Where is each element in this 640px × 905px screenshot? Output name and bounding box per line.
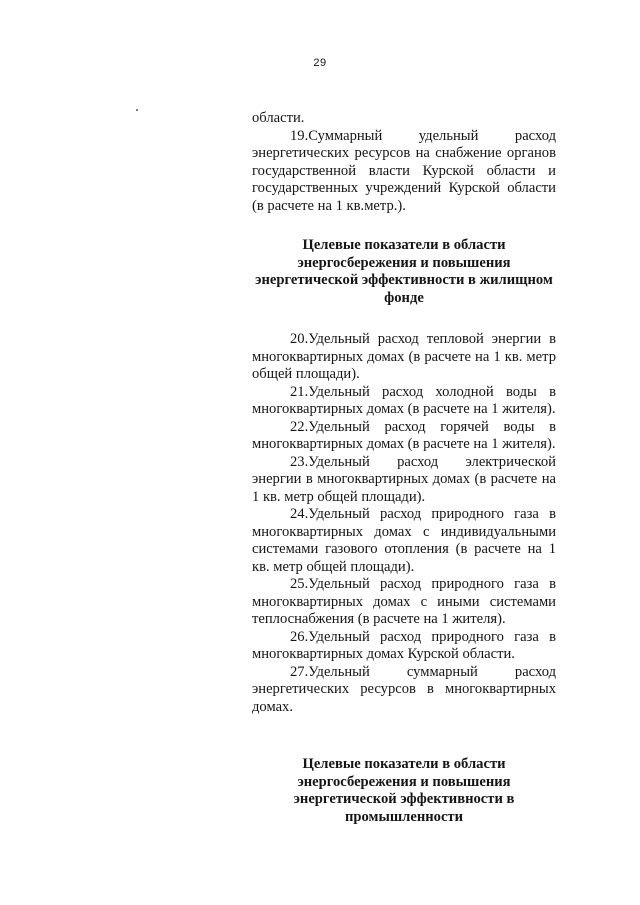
scan-speck [136,109,138,111]
page-number: 29 [313,57,327,69]
item-20-paragraph: 20.Удельный расход тепловой энергии в многоквартирных домах (в расчете на 1 кв. метр общей площади). [252,331,556,382]
item-22-paragraph: 22.Удельный расход горячей воды в многоквартирных домах (в расчете на 1 жителя). [252,418,556,452]
item-21-paragraph: 21.Удельный расход холодной воды в многоквартирных домах (в расчете на 1 жителя). [252,383,556,417]
section-heading-industry: Целевые показатели в области энергосбережения и повышения энергетической эффективности в промышленности [293,756,515,825]
item-19-paragraph: 19.Суммарный удельный расход энергетических ресурсов на снабжение органов государственной власти Курской области и государственных учреждений Курской области (в расчете на 1 кв.метр.). [252,127,556,214]
intro-tail-paragraph: области. [252,110,305,126]
section-heading-housing: Целевые показатели в области энергосбережения и повышения энергетической эффективности в жилищном фонде [255,237,553,306]
item-23-paragraph: 23.Удельный расход электрической энергии в многоквартирных домах (в расчете на 1 кв. метр общей площади). [252,453,556,505]
document-body [252,110,556,826]
item-26-paragraph: 26.Удельный расход природного газа в многоквартирных домах Курской области. [252,628,556,662]
item-24-paragraph: 24.Удельный расход природного газа в многоквартирных домах с индивидуальными системами газового отопления (в расчете на 1 кв. метр общей площади). [252,506,556,575]
item-25-paragraph: 25.Удельный расход природного газа в многоквартирных домах с иными системами теплоснабжения (в расчете на 1 жителя). [252,576,556,627]
item-27-paragraph: 27.Удельный суммарный расход энергетических ресурсов в многоквартирных домах. [252,663,556,715]
